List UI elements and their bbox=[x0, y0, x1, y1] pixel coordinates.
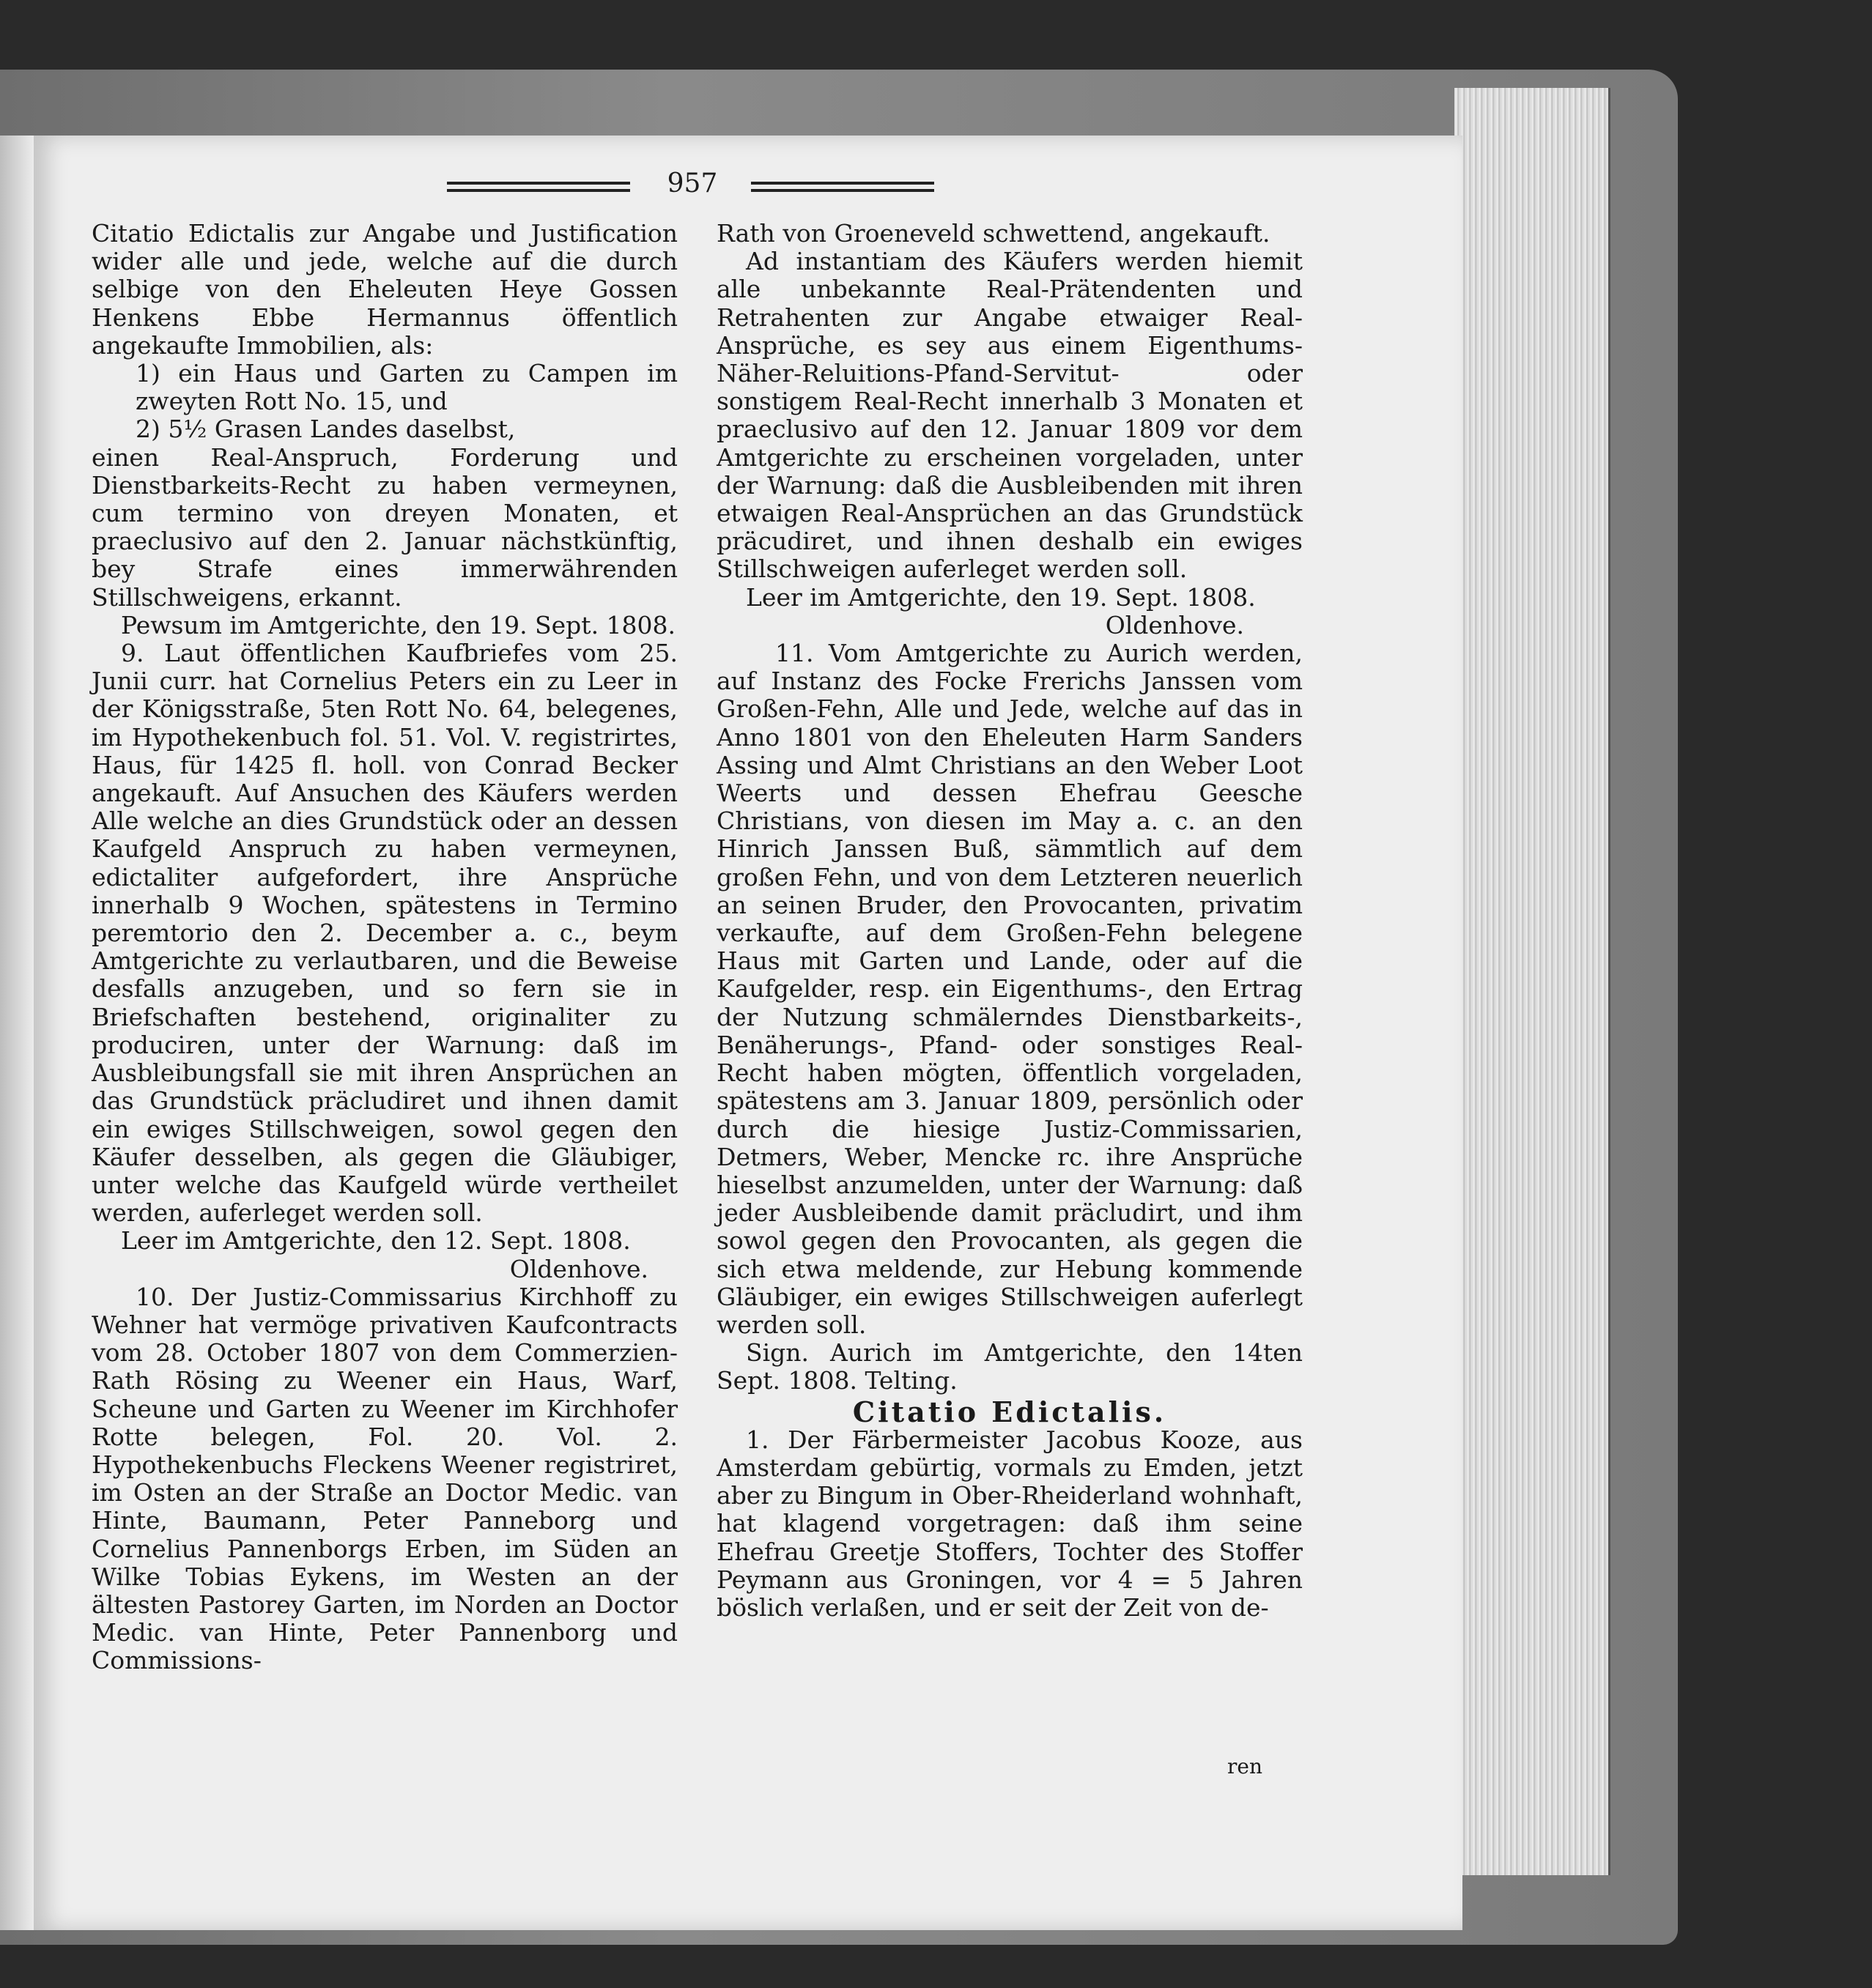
signature-leer: Leer im Amtgerichte, den 12. Sept. 1808. bbox=[121, 1226, 631, 1256]
paragraph-9: 9. Laut öffentlichen Kaufbriefes vom 25. Junii curr. hat Cornelius Peters ein zu Leer in der Königsstraße, 5ten Rott No. 64, belegenes, im Hypothekenbuch fol. 51. Vol. V. registrirtes, Haus, für 1425 fl. holl. von Conrad Becker angekauft. Auf Ansuchen des Käufers werden Alle welche an dies Grundstück oder an dessen Kaufgeld Anspruch zu haben vermeynen, edictaliter aufgefordert, ihre Ansprüche innerhalb 9 Wochen, spätestens in Termino peremtorio den 2. December a. c., beym Amtgerichte zu verlautbaren, und die Beweise desfalls anzugeben, und so fern sie in Briefschaften bestehend, originaliter zu produciren, unter der Warnung: daß im Ausbleibungsfall sie mit ihren Ansprüchen an das Grundstück präcludiret und ihnen damit ein ewiges Stillschweigen, sowol gegen den Käufer desselben, als gegen die Gläubiger, unter welche das Kaufgeld würde vertheilet werden, auferleget werden soll. bbox=[92, 639, 678, 1228]
catchword: ren bbox=[1227, 1754, 1262, 1779]
signature-pewsum: Pewsum im Amtgerichte, den 19. Sept. 1808. bbox=[121, 610, 676, 639]
signature-aurich: Sign. Aurich im Amtgerichte, den 14ten Sept. 1808. Telting. bbox=[717, 1338, 1303, 1395]
list-item-haus: 1) ein Haus und Garten zu Campen im zweyten Rott No. 15, und bbox=[136, 359, 678, 416]
section-heading: Citatio Edictalis. bbox=[852, 1395, 1167, 1428]
right-column bbox=[717, 220, 1303, 1622]
paragraph-1: 1. Der Färbermeister Jacobus Kooze, aus Amsterdam gebürtig, vormals zu Emden, jetzt aber zu Bingum in Ober-Rheiderland wohnhaft, hat klagend vorgetragen: daß ihm seine Ehefrau Greetje Stoffers, Tochter des Stoffer Peymann aus Groningen, vor 4 = 5 Jahren böslich verlaßen, und er seit der Zeit von de- bbox=[717, 1425, 1303, 1622]
paragraph-citatio-intro: Citatio Edictalis zur Angabe und Justification wider alle und jede, welche auf die durch selbige von den Eheleuten Heye Gossen Henkens Ebbe Hermannus öffentlich angekaufte Immobilien, als: bbox=[92, 219, 678, 360]
header-rule-right bbox=[751, 182, 934, 192]
signature-leer-2: Leer im Amtgerichte, den 19. Sept. 1808. bbox=[746, 582, 1256, 612]
facing-page-edge bbox=[0, 136, 34, 1930]
list-item-grasen: 2) 5½ Grasen Landes daselbst, bbox=[136, 415, 516, 444]
page-edges bbox=[1454, 88, 1610, 1875]
page-header bbox=[447, 168, 931, 212]
header-rule-left bbox=[447, 182, 630, 192]
page-number: 957 bbox=[667, 168, 718, 199]
paragraph-10-continued: Rath von Groeneveld schwettend, angekauft. bbox=[717, 219, 1270, 248]
signer-oldenhove: Oldenhove. bbox=[509, 1254, 648, 1283]
paragraph-11: 11. Vom Amtgerichte zu Aurich werden, auf Instanz des Focke Frerichs Janssen vom Großen-Fehn, Alle und Jede, welche auf das in Anno 1801 von den Eheleuten Harm Sanders Assing und Almt Christians an den Weber Loot Weerts und dessen Ehefrau Geesche Christians, von diesen im May a. c. an den Hinrich Janssen Buß, sämmtlich auf dem großen Fehn, und von dem Letzteren neuerlich an seinen Bruder, den Provocanten, privatim verkaufte, auf dem Großen-Fehn belegene Haus mit Garten und Lande, oder auf die Kaufgelder, resp. ein Eigenthums-, den Ertrag der Nutzung schmälerndes Dienstbarkeits-, Benäherungs-, Pfand- oder sonstiges Real-Recht haben mögten, öffentlich vorgeladen, spätestens am 3. Januar 1809, persönlich oder durch die hiesige Justiz-Commissarien, Detmers, Weber, Mencke rc. ihre Ansprüche hieselbst anzumelden, unter der Warnung: daß jeder Ausbleibende damit präcludirt, und ihm sowol gegen den Provocanten, als gegen die sich etwa meldende, zur Hebung kommende Gläubiger, ein ewiges Stillschweigen auferlegt werden soll. bbox=[717, 639, 1303, 1339]
paragraph-ad-instantiam: Ad instantiam des Käufers werden hiemit alle unbekannte Real-Prätendenten und Retrahenten zur Angabe etwaiger Real-Ansprüche, es sey aus einem Eigenthums-Näher-Reluitions-Pfand-Servitut- oder sonstigem Real-Recht innerhalb 3 Monaten et praeclusivo auf den 12. Januar 1809 vor dem Amtgerichte zu erscheinen vorgeladen, unter der Warnung: daß die Ausbleibenden mit ihren etwaigen Real-Ansprüchen an das Grundstück präcudiret, und ihnen deshalb ein ewiges Stillschweigen auferleget werden soll. bbox=[717, 247, 1303, 584]
paragraph-10: 10. Der Justiz-Commissarius Kirchhoff zu Wehner hat vermöge privativen Kaufcontracts vom 28. October 1807 von dem Commerzien-Rath Rösing zu Weener ein Haus, Warf, Scheune und Garten zu Weener im Kirchhofer Rotte belegen, Fol. 20. Vol. 2. Hypothekenbuchs Fleckens Weener registriret, im Osten an der Straße an Doctor Medic. van Hinte, Baumann, Peter Panneborg und Cornelius Pannenborgs Erben, im Süden an Wilke Tobias Eykens, im Westen an der ältesten Pastorey Garten, im Norden an Doctor Medic. van Hinte, Peter Pannenborg und Commissions- bbox=[92, 1282, 678, 1675]
left-column bbox=[92, 220, 678, 1675]
paragraph-claim: einen Real-Anspruch, Forderung und Dienstbarkeits-Recht zu haben vermeynen, cum termino von dreyen Monaten, et praeclusivo auf den 2. Januar nächstkünftig, bey Strafe eines immerwährenden Stillschweigens, erkannt. bbox=[92, 442, 678, 612]
signer-oldenhove-2: Oldenhove. bbox=[1105, 610, 1244, 639]
